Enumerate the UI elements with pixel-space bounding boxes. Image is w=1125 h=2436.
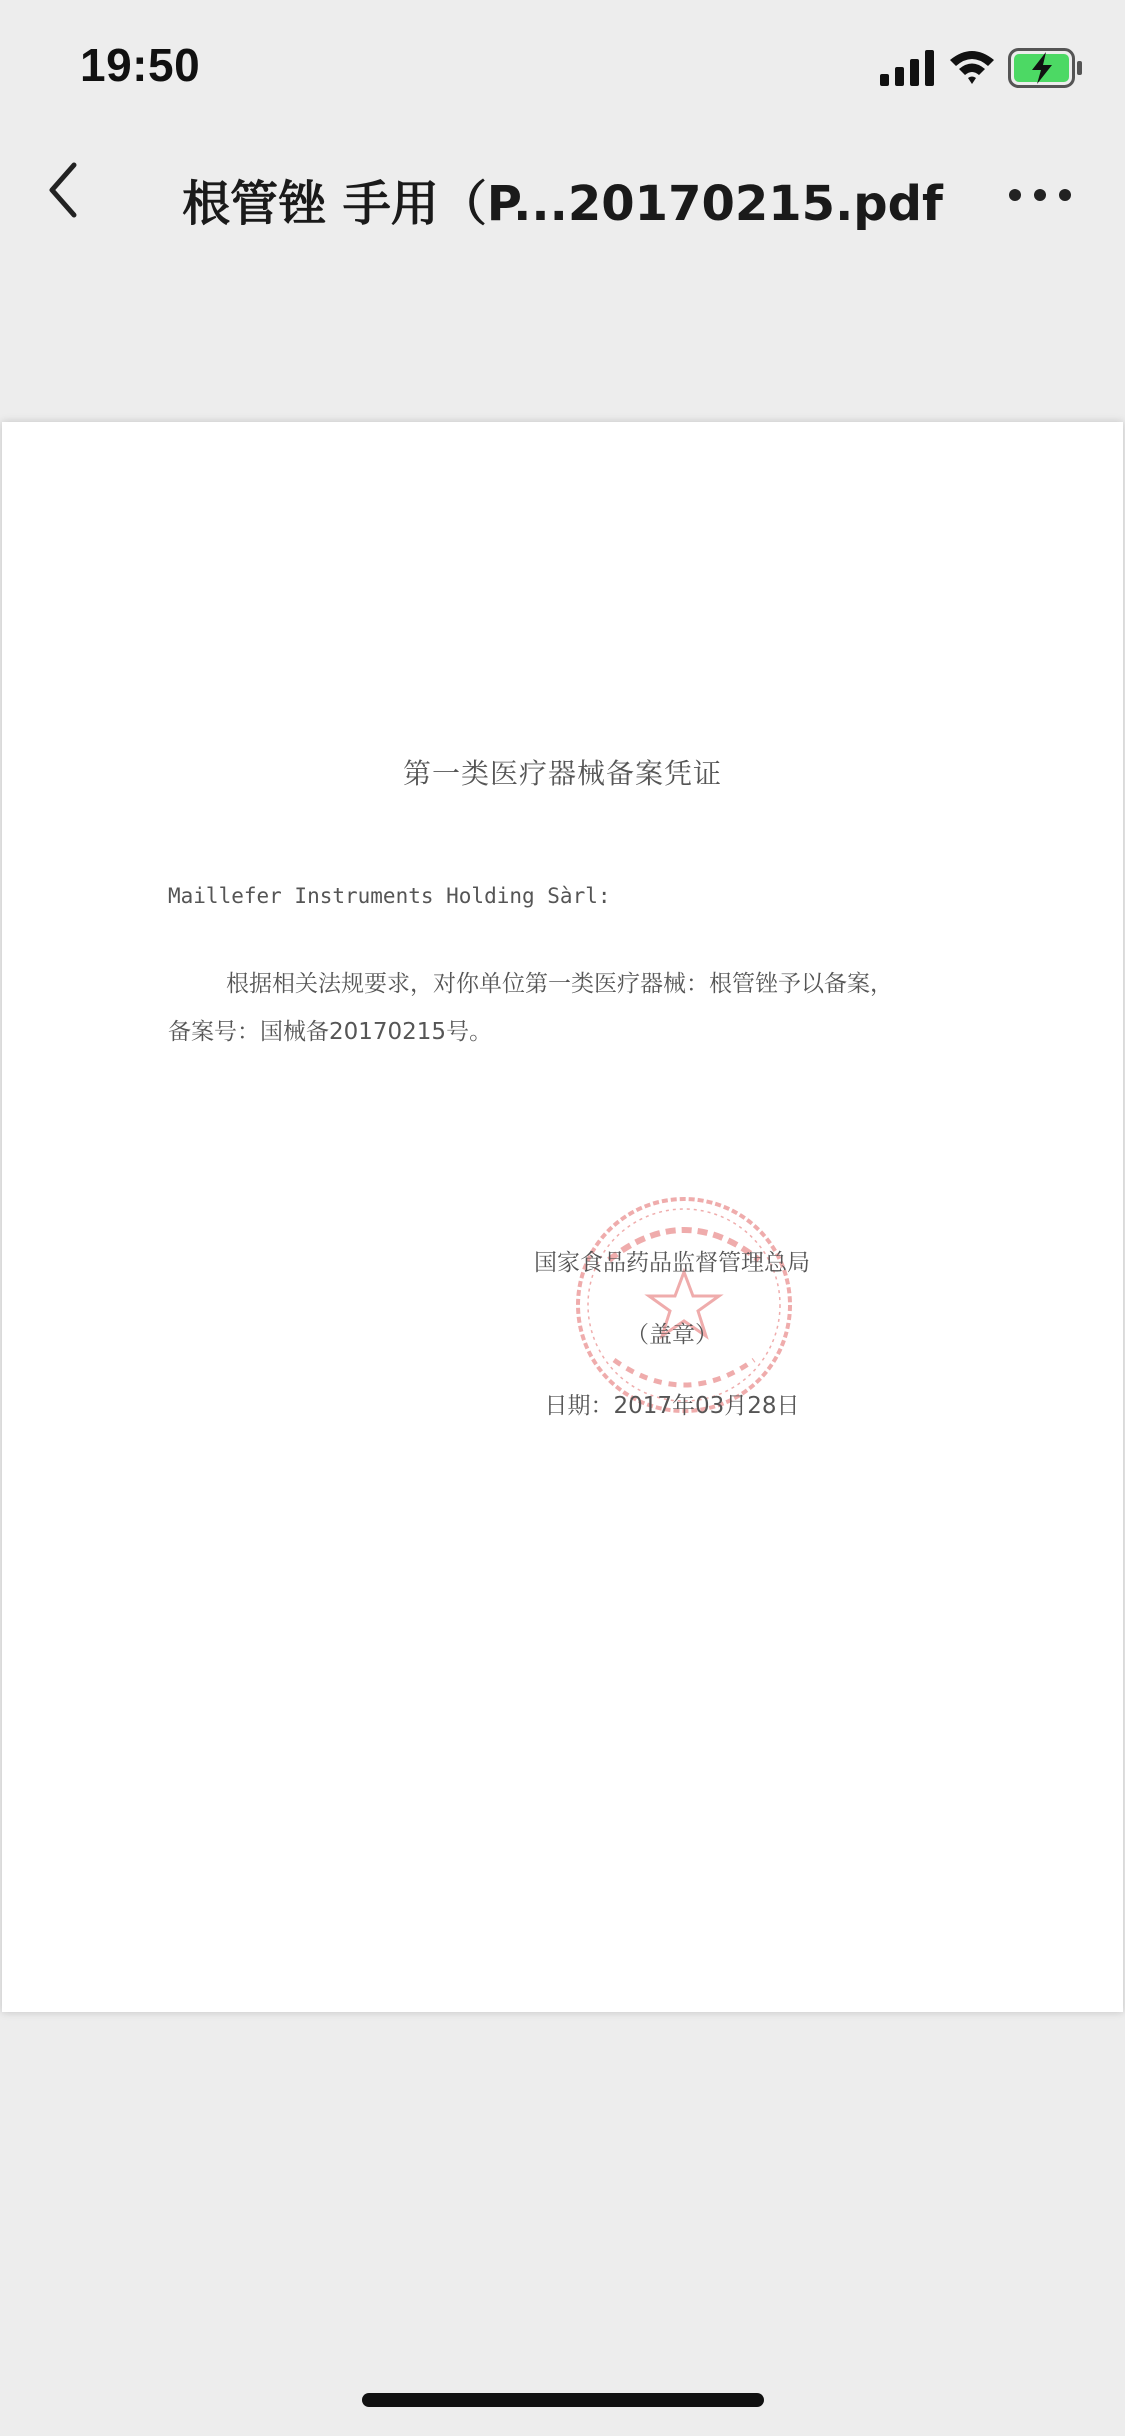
navigation-bar bbox=[0, 135, 1125, 265]
certificate-date: 日期：2017年03月28日 bbox=[544, 1393, 800, 1419]
back-button[interactable] bbox=[30, 155, 100, 225]
pdf-page[interactable] bbox=[2, 422, 1123, 2012]
status-time: 19:50 bbox=[80, 39, 201, 91]
document-title: 根管锉 手用（P...20170215.pdf bbox=[182, 176, 943, 232]
chevron-left-icon bbox=[30, 155, 100, 225]
more-dots-icon bbox=[1005, 170, 1075, 220]
issuer-name: 国家食品药品监督管理总局 bbox=[534, 1250, 810, 1276]
official-seal-stamp bbox=[569, 1190, 799, 1420]
certificate-body bbox=[168, 960, 948, 1056]
wifi-icon bbox=[948, 48, 996, 86]
battery-charging-icon bbox=[1008, 48, 1084, 88]
certificate-title: 第一类医疗器械备案凭证 bbox=[402, 757, 722, 790]
addressee-line: Maillefer Instruments Holding Sàrl: bbox=[168, 884, 611, 908]
body-line-1: 根据相关法规要求，对你单位第一类医疗器械：根管锉予以备案， bbox=[226, 971, 893, 997]
seal-label: （盖章） bbox=[626, 1322, 718, 1348]
cellular-signal-icon bbox=[880, 50, 936, 86]
status-bar bbox=[0, 0, 1125, 135]
home-indicator[interactable] bbox=[362, 2393, 764, 2407]
body-line-2: 备案号：国械备20170215号。 bbox=[168, 1019, 493, 1045]
more-options-button[interactable] bbox=[1005, 170, 1075, 220]
